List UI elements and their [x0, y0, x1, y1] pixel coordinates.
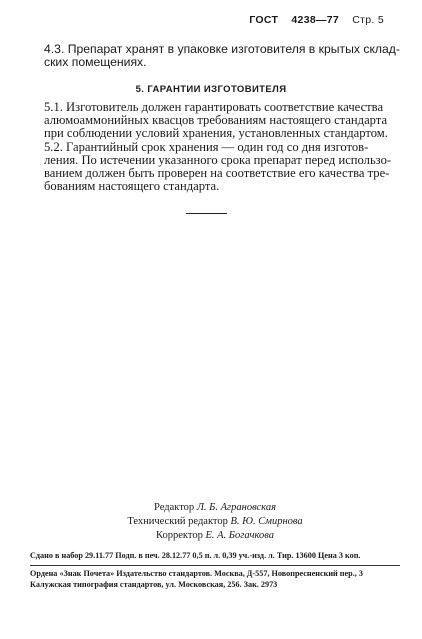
- credit-corrector: [100, 529, 330, 543]
- credit-name: Л. Б. Аграновская: [196, 502, 276, 513]
- page-header: [249, 14, 384, 26]
- section-heading: 5. ГАРАНТИИ ИЗГОТОВИТЕЛЯ: [135, 84, 287, 95]
- credit-name: В. Ю. Смирнова: [230, 516, 303, 527]
- text-line: 4.3. Препарат хранят в упаковке изготовителя в крытых склад-: [44, 42, 400, 56]
- text-line: ванием должен быть проверен на соответствие его качества тре-: [44, 166, 390, 180]
- standard-label: ГОСТ: [249, 14, 279, 26]
- standard-number: 4238—77: [291, 14, 340, 26]
- text-line: бованиям настоящего стандарта.: [44, 179, 220, 193]
- publisher-line: Калужская типография стандартов, ул. Московская, 256. Зак. 2973: [30, 580, 278, 589]
- credit-label: Редактор: [154, 502, 195, 513]
- paragraph-4-3: [44, 42, 400, 69]
- text-line: 5.1. Изготовитель должен гарантировать соответствие качества: [44, 100, 384, 114]
- text-line: ления. По истечении указанного срока препарат перед использо-: [44, 153, 392, 167]
- publisher-info: [30, 568, 400, 590]
- imprint-rule: [30, 565, 400, 566]
- text-line: 5.2. Гарантийный срок хранения — один год со дня изготов-: [44, 140, 369, 154]
- credit-editor: [100, 501, 330, 515]
- end-divider: [186, 213, 227, 214]
- print-imprint: Сдано в набор 29.11.77 Подп. в печ. 28.12.77 0,5 п. л. 0,39 уч.-изд. л. Тир. 13600 Цена 3 коп.: [30, 551, 361, 560]
- paragraph-5-1: [44, 101, 396, 140]
- credit-label: Технический редактор: [127, 516, 228, 527]
- text-line: алюмоаммонийных квасцов требованиям настоящего стандарта: [44, 113, 388, 127]
- credit-name: Е. А. Богачкова: [205, 530, 274, 541]
- page-number: Стр. 5: [352, 14, 384, 26]
- credit-label: Корректор: [156, 530, 203, 541]
- credit-tech-editor: [100, 515, 330, 529]
- text-line: при соблюдении условий хранения, установленных стандартом.: [44, 126, 388, 140]
- text-line: ских помещениях.: [44, 55, 147, 69]
- publisher-line: Ордена «Знак Почета» Издательство стандартов. Москва, Д-557, Новопресненский пер., 3: [30, 569, 363, 578]
- paragraph-5-2: [44, 141, 396, 193]
- credits-block: [100, 501, 330, 543]
